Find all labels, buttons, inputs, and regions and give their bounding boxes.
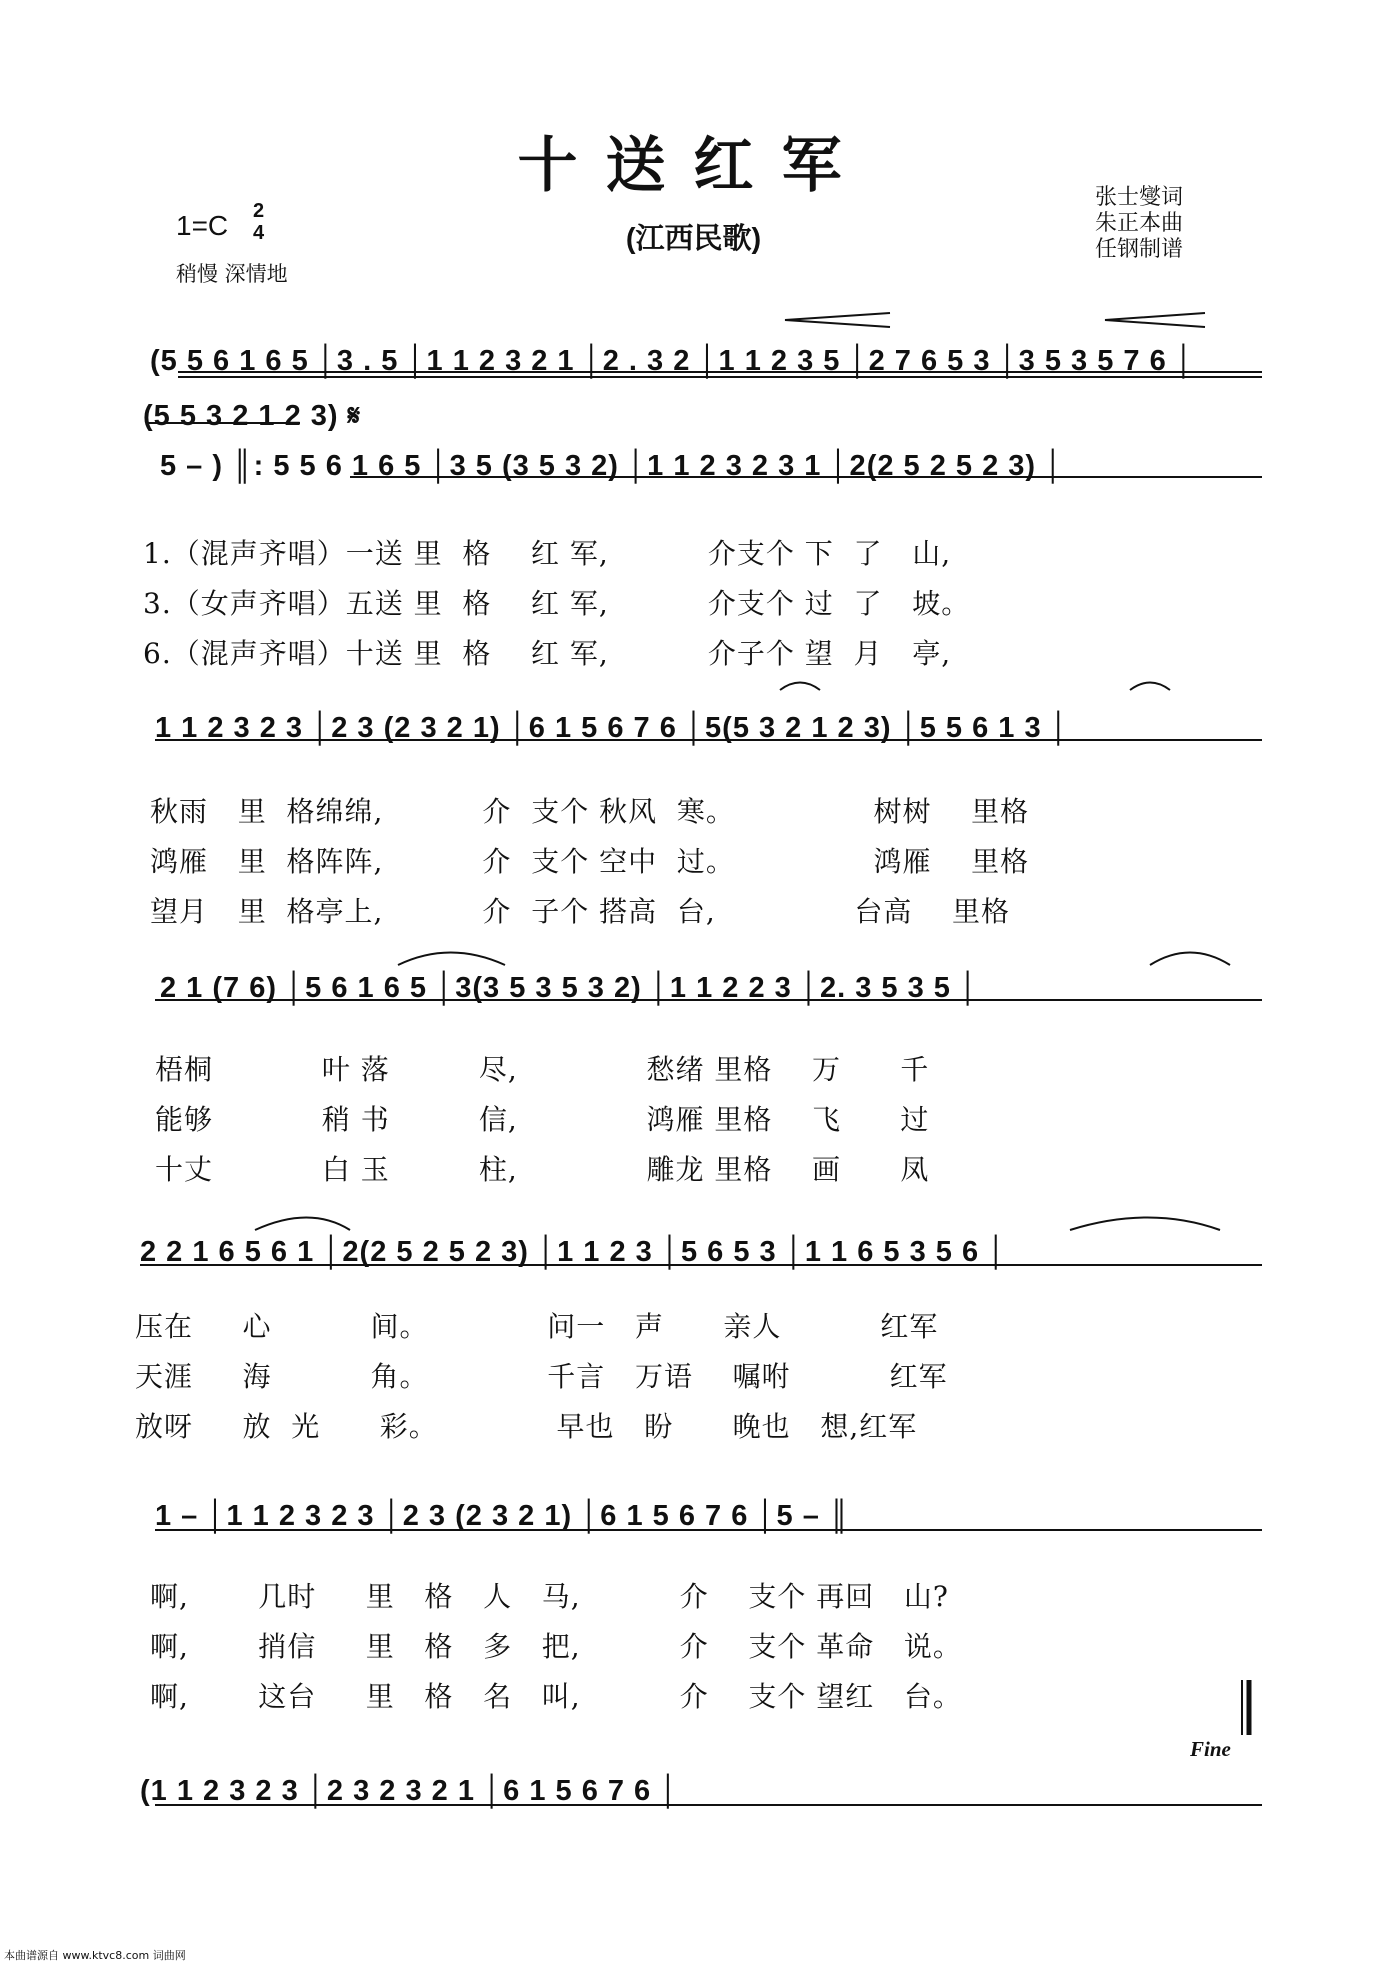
credit-transcriber: 任钢制谱 <box>1095 237 1184 262</box>
credit-composer: 朱正本曲 <box>1095 211 1184 236</box>
score-line-2b: 5 – ) ║: 5 5 6 1 6 5 │3 5 (3 5 3 2) │1 1 2 3 2 3 1 │2(2 5 2 5 2 3) │ <box>160 450 1065 482</box>
time-signature-top: 2 <box>253 200 265 222</box>
score-line-6: 1 – │1 1 2 3 2 3 │2 3 (2 3 2 1) │6 1 5 6 7 6 │5 – ║ <box>155 1500 851 1532</box>
credit-lyricist: 张士燮词 <box>1095 185 1184 210</box>
lyric-line-5-verse-3: 啊, 捎信 里 格 多 把, 介 支个 革命 说。 <box>150 1630 962 1663</box>
song-subtitle: (江西民歌) <box>625 223 762 255</box>
lyric-line-5-verse-6: 啊, 这台 里 格 名 叫, 介 支个 望红 台。 <box>150 1680 962 1713</box>
lyric-line-3-verse-6: 十丈 白 玉 柱, 雕龙 里格 画 凤 <box>155 1153 930 1186</box>
song-title: 十送红军 <box>517 133 870 199</box>
score-line-7: (1 1 2 3 2 3 │2 3 2 3 2 1 │6 1 5 6 7 6 │ <box>140 1775 680 1807</box>
score-line-4: 2 1 (7 6) │5 6 1 6 5 │3(3 5 3 5 3 2) │1 1 2 2 3 │2. 3 5 3 5 │ <box>160 972 980 1004</box>
fine-marking: Fine <box>1190 1737 1231 1761</box>
lyric-line-1-verse-3: 3.（女声齐唱）五送 里 格 红 军, 介支个 过 了 坡。 <box>143 587 971 620</box>
lyric-line-2-verse-1: 秋雨 里 格绵绵, 介 支个 秋风 寒。 树树 里格 <box>150 795 1030 828</box>
source-footer: 本曲谱源自 www.ktvc8.com 词曲网 <box>4 1949 186 1962</box>
time-signature-bottom: 4 <box>253 222 265 244</box>
lyric-line-1-verse-6: 6.（混声齐唱）十送 里 格 红 军, 介子个 望 月 亭, <box>143 637 952 670</box>
score-line-1: (5 5 6 1 6 5 │3 . 5 │1 1 2 3 2 1 │2 . 3 2 │1 1 2 3 5 │2 7 6 5 3 │3 5 3 5 7 6 │ <box>150 345 1195 377</box>
lyric-line-1-verse-1: 1.（混声齐唱）一送 里 格 红 军, 介支个 下 了 山, <box>143 537 952 570</box>
lyric-line-4-verse-3: 天涯 海 角。 千言 万语 嘱咐 红军 <box>135 1360 948 1393</box>
lyric-line-2-verse-6: 望月 里 格亭上, 介 子个 搭高 台, 台高 里格 <box>150 895 1011 928</box>
score-line-5: 2 2 1 6 5 6 1 │2(2 5 2 5 2 3) │1 1 2 3 │5 6 5 3 │1 1 6 5 3 5 6 │ <box>140 1236 1008 1268</box>
score-line-2a: (5 5 3 2 1 2 3) 𝄋 <box>143 400 362 432</box>
lyric-line-5-verse-1: 啊, 几时 里 格 人 马, 介 支个 再回 山? <box>150 1580 949 1613</box>
lyric-line-3-verse-1: 梧桐 叶 落 尽, 愁绪 里格 万 千 <box>155 1053 930 1086</box>
lyric-line-4-verse-6: 放呀 放 光 彩。 早也 盼 晚也 想,红军 <box>135 1410 918 1443</box>
score-line-3: 1 1 2 3 2 3 │2 3 (2 3 2 1) │6 1 5 6 7 6 │5(5 3 2 1 2 3) │5 5 6 1 3 │ <box>155 712 1070 744</box>
key-signature: 1=C <box>176 210 229 241</box>
tempo-marking: 稍慢 深情地 <box>176 262 288 286</box>
lyric-line-2-verse-3: 鸿雁 里 格阵阵, 介 支个 空中 过。 鸿雁 里格 <box>150 845 1030 878</box>
lyric-line-3-verse-3: 能够 稍 书 信, 鸿雁 里格 飞 过 <box>155 1103 930 1136</box>
lyric-line-4-verse-1: 压在 心 间。 问一 声 亲人 红军 <box>135 1310 939 1343</box>
